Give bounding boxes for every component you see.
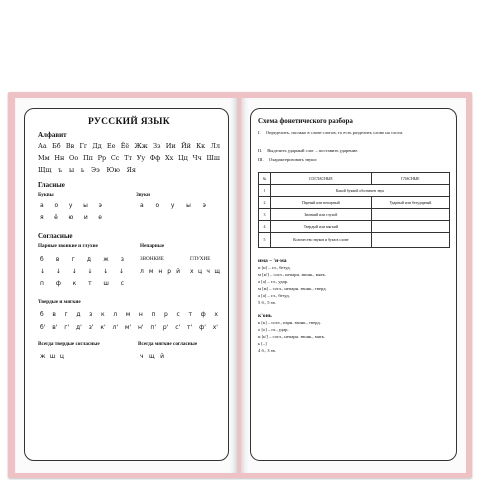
pair-arrows-row: ↓ ↓ ↓ ↓ ↓ ↓	[40, 268, 124, 275]
table-header-consonants: СОГЛАСНЫЕ	[271, 173, 372, 185]
sounds-label: Звуки	[136, 192, 150, 198]
table-row: 3 Звонкий или глухой	[259, 209, 450, 221]
page-title: РУССКИЙ ЯЗЫК	[88, 117, 170, 127]
unpaired-label: Непарные	[140, 243, 165, 249]
paired-voiceless-row: п ф к т ш с	[40, 280, 124, 287]
table-row: 5 Количество звуков и букв в слове	[259, 233, 450, 248]
step-1: I. Определить, сколько в слове слогов, то есть разделить слово на слоги.	[258, 130, 404, 135]
vowels-heading: Гласные	[38, 181, 65, 189]
alphabet-heading: Алфавит	[38, 131, 67, 139]
table-header-row	[259, 173, 450, 185]
example-2-word: к'онь	[258, 313, 272, 319]
example-1-analysis: и [и] – гл., безуд. м [м'] – согл., непарн. звонк., мягк. а [а] – гл., удар. м [м] – согл., непарн. звонк., тверд. а [а] – гл., безуд. 5 б., 5 зв.	[258, 265, 327, 305]
unpaired-voiced-letters: л м н р й	[140, 268, 180, 275]
table-header-vowels: ГЛАСНЫЕ	[371, 173, 449, 185]
always-hard-letters: ж ш ц	[40, 353, 64, 360]
alphabet-row-2: Мм Нн Оо Пп Рр Сс Тт Уу Фф Хх Цц Чч Шш	[38, 154, 220, 162]
table-row: 1 Какой буквой обозначен звук	[259, 185, 450, 197]
paired-label: Парные звонкие и глухие	[38, 243, 98, 249]
soft-consonants-row: б' в' г' д' з' к' л' м' н' п' р' с' т' ф' х'	[40, 324, 218, 331]
table-header-num: №	[259, 173, 271, 185]
hard-soft-heading: Твердые и мягкие	[38, 299, 81, 305]
example-1-word: има – 'и-ма	[258, 258, 287, 264]
table-row: 2 Парный или непарный Ударный или безударный	[259, 197, 450, 209]
scheme-title: Схема фонетического разбора	[258, 117, 353, 125]
vowel-letters-row-1: а о у ы э	[40, 202, 102, 209]
step-2: II. Выделить ударный слог – поставить ударение.	[258, 148, 359, 153]
always-hard-heading: Всегда твердые согласные	[38, 341, 100, 347]
consonants-heading: Согласные	[38, 232, 73, 240]
phonetic-table	[258, 172, 450, 248]
alphabet-row-1: Аа Бб Вв Гг Дд Ее Ёё Жж Зз Ии Йй Кк Лл	[38, 142, 220, 150]
always-soft-letters: ч щ й	[140, 353, 164, 360]
vowel-letters-row-2: я ё ю и е	[40, 214, 102, 221]
unpaired-voiceless-letters: х ц ч щ	[190, 268, 220, 275]
alphabet-row-3: Щщ ъ ы ь Ээ Юю Яя	[38, 166, 136, 174]
paired-voiced-row: б в г д ж з	[40, 256, 124, 263]
step-3: III. Охарактеризовать звуки:	[258, 157, 318, 162]
hard-consonants-row: б в г д з к л м н п р с т ф х	[40, 311, 218, 318]
table-row: 4 Твердый или мягкий	[259, 221, 450, 233]
voiced-word: ЗВОНКИЕ	[140, 256, 164, 262]
voiceless-word: ГЛУХИЕ	[190, 256, 211, 262]
example-2-analysis: к [к] – согл., парн. звонк., тверд. о [о] – гл., удар. н [н'] – согл., непарн. звонк., мягк. ь [–] 4 б., 3 зв.	[258, 320, 325, 353]
vowel-sounds-row: а о у ы э	[140, 202, 206, 209]
letters-label: Буквы	[38, 192, 54, 198]
always-soft-heading: Всегда мягкие согласные	[138, 341, 198, 347]
